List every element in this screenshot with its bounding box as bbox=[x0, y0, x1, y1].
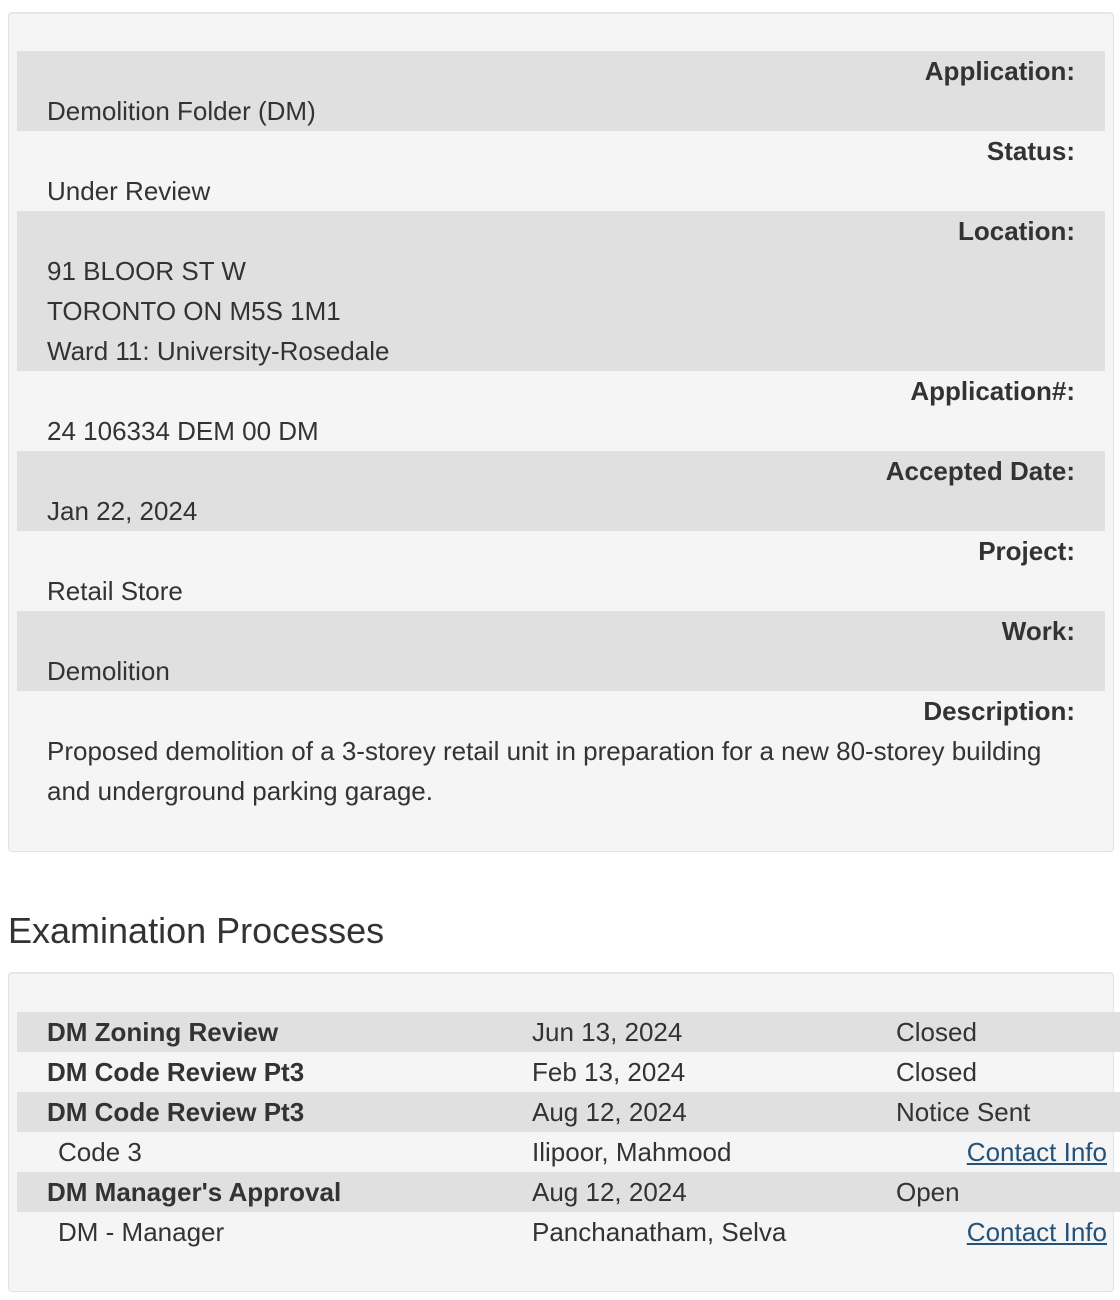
status-label: Status: bbox=[986, 136, 1075, 166]
table-row bbox=[17, 1092, 1120, 1132]
accepted-date-label: Accepted Date: bbox=[885, 456, 1075, 486]
table-row bbox=[17, 1012, 1120, 1052]
examination-processes-panel bbox=[8, 972, 1114, 1292]
status-value: Under Review bbox=[47, 176, 211, 206]
process-date: Feb 13, 2024 bbox=[532, 1056, 686, 1087]
project-label: Project: bbox=[978, 536, 1075, 566]
application-value: Demolition Folder (DM) bbox=[47, 96, 316, 126]
location-ward: Ward 11: University-Rosedale bbox=[47, 336, 390, 366]
location-street: 91 BLOOR ST W bbox=[47, 256, 246, 286]
detail-row-project bbox=[17, 531, 1105, 611]
reviewer-contact-cell bbox=[896, 1212, 1120, 1252]
process-name: DM Code Review Pt3 bbox=[47, 1056, 305, 1087]
location-city: TORONTO ON M5S 1M1 bbox=[47, 296, 341, 326]
reviewer-contact-cell bbox=[896, 1132, 1120, 1172]
process-date: Jun 13, 2024 bbox=[532, 1012, 896, 1052]
reviewer-role: Code 3 bbox=[58, 1136, 142, 1167]
process-name: DM Code Review Pt3 bbox=[17, 1092, 532, 1132]
detail-row-description bbox=[17, 691, 1105, 811]
examination-processes-heading: Examination Processes bbox=[8, 910, 385, 951]
reviewer-name: Panchanatham, Selva bbox=[532, 1216, 787, 1247]
description-label: Description: bbox=[923, 696, 1075, 726]
contact-info-link[interactable]: Contact Info bbox=[966, 1216, 1107, 1247]
work-label: Work: bbox=[1001, 616, 1075, 646]
location-value bbox=[47, 251, 1075, 371]
detail-row-accepted-date bbox=[17, 451, 1105, 531]
table-row bbox=[17, 1052, 1120, 1092]
detail-row-application-number bbox=[17, 371, 1105, 451]
process-date: Aug 12, 2024 bbox=[532, 1172, 896, 1212]
process-name: DM Zoning Review bbox=[17, 1012, 532, 1052]
contact-info-link[interactable]: Contact Info bbox=[966, 1136, 1107, 1167]
detail-row-work bbox=[17, 611, 1105, 691]
application-details-panel bbox=[8, 12, 1114, 852]
table-row bbox=[17, 1132, 1120, 1172]
reviewer-role: DM - Manager bbox=[58, 1216, 225, 1247]
process-status: Open bbox=[896, 1172, 1120, 1212]
table-row bbox=[17, 1172, 1120, 1212]
detail-row-status bbox=[17, 131, 1105, 211]
process-name: DM Manager's Approval bbox=[17, 1172, 532, 1212]
work-value: Demolition bbox=[47, 656, 170, 686]
process-status: Closed bbox=[896, 1012, 1120, 1052]
process-status: Notice Sent bbox=[896, 1092, 1120, 1132]
accepted-date-value: Jan 22, 2024 bbox=[47, 496, 198, 526]
application-number-label: Application#: bbox=[910, 376, 1075, 406]
reviewer-name: Ilipoor, Mahmood bbox=[532, 1136, 732, 1167]
process-status: Closed bbox=[896, 1056, 977, 1087]
application-details-list bbox=[17, 51, 1105, 811]
description-value: Proposed demolition of a 3-storey retail unit in preparation for a new 80-storey building and underground parking garage. bbox=[47, 736, 1042, 806]
location-label: Location: bbox=[958, 216, 1075, 246]
detail-row-application bbox=[17, 51, 1105, 131]
examination-processes-table bbox=[17, 1012, 1120, 1252]
project-value: Retail Store bbox=[47, 576, 183, 606]
application-label: Application: bbox=[924, 56, 1075, 86]
process-date: Aug 12, 2024 bbox=[532, 1092, 896, 1132]
detail-row-location bbox=[17, 211, 1105, 371]
table-row bbox=[17, 1212, 1120, 1252]
application-number-value: 24 106334 DEM 00 DM bbox=[47, 416, 319, 446]
